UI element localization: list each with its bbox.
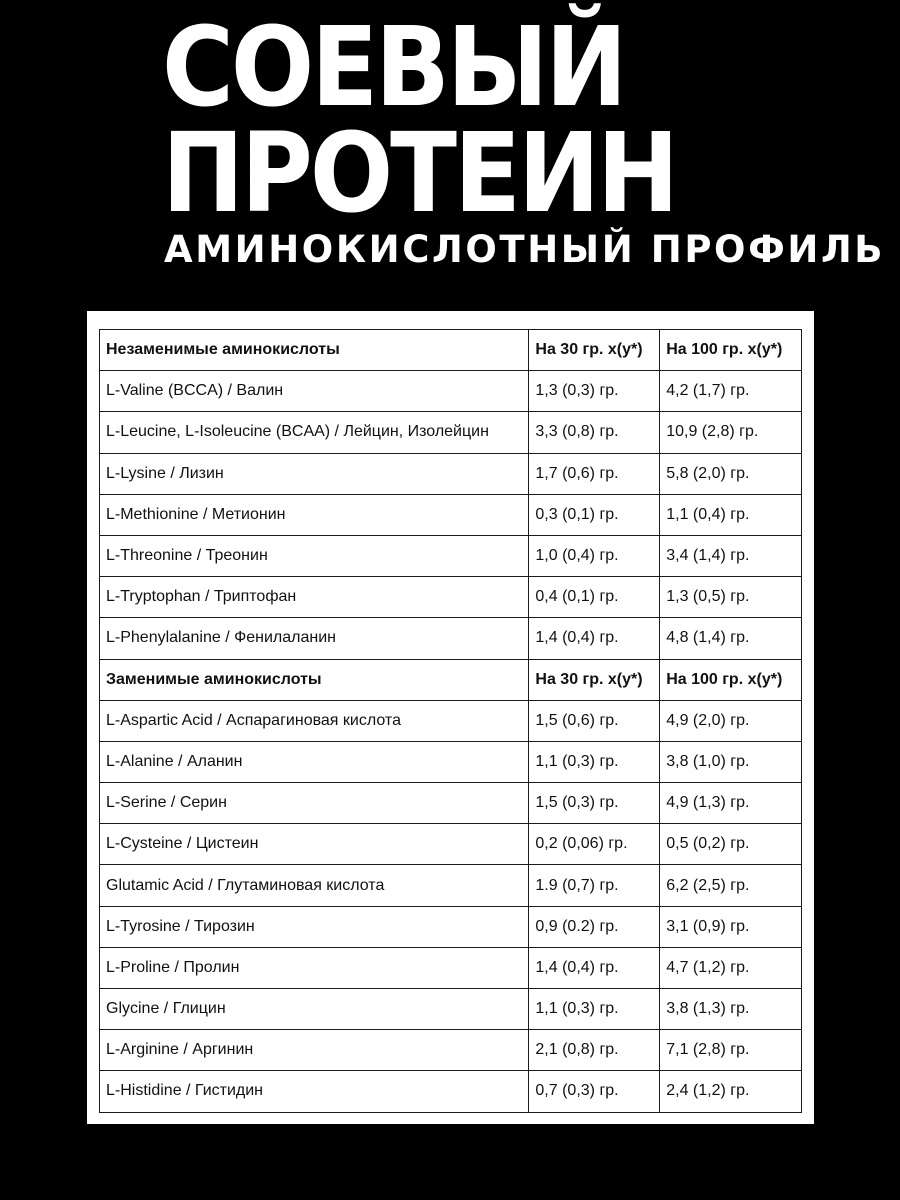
per-100g-cell: 4,9 (1,3) гр. (660, 783, 802, 824)
per-100g-cell: 3,1 (0,9) гр. (660, 906, 802, 947)
column-header-cell: На 30 гр. х(у*) (529, 659, 660, 700)
table-row (100, 371, 802, 412)
amino-acid-table-body (100, 330, 802, 1113)
per-30g-cell: 0,7 (0,3) гр. (529, 1071, 660, 1112)
per-100g-cell: 4,9 (2,0) гр. (660, 700, 802, 741)
per-100g-cell: 7,1 (2,8) гр. (660, 1030, 802, 1071)
per-30g-cell: 1,1 (0,3) гр. (529, 989, 660, 1030)
table-row (100, 947, 802, 988)
amino-acid-name-cell: L-Leucine, L-Isoleucine (BCAA) / Лейцин, Изолейцин (100, 412, 529, 453)
amino-acid-name-cell: L-Threonine / Треонин (100, 535, 529, 576)
table-row (100, 412, 802, 453)
column-header-cell: На 30 гр. х(у*) (529, 330, 660, 371)
table-row (100, 577, 802, 618)
table-row (100, 783, 802, 824)
table-row (100, 741, 802, 782)
per-100g-cell: 4,8 (1,4) гр. (660, 618, 802, 659)
per-30g-cell: 1,0 (0,4) гр. (529, 535, 660, 576)
amino-acid-name-cell: L-Methionine / Метионин (100, 494, 529, 535)
amino-acid-name-cell: L-Tryptophan / Триптофан (100, 577, 529, 618)
per-30g-cell: 1,4 (0,4) гр. (529, 947, 660, 988)
table-row (100, 494, 802, 535)
table-row (100, 906, 802, 947)
amino-acid-name-cell: L-Alanine / Аланин (100, 741, 529, 782)
amino-acid-name-cell: L-Aspartic Acid / Аспарагиновая кислота (100, 700, 529, 741)
section-header-row (100, 330, 802, 371)
per-30g-cell: 1,3 (0,3) гр. (529, 371, 660, 412)
amino-acid-name-cell: L-Tyrosine / Тирозин (100, 906, 529, 947)
per-30g-cell: 2,1 (0,8) гр. (529, 1030, 660, 1071)
per-100g-cell: 4,7 (1,2) гр. (660, 947, 802, 988)
per-100g-cell: 5,8 (2,0) гр. (660, 453, 802, 494)
amino-acid-name-cell: L-Proline / Пролин (100, 947, 529, 988)
table-row (100, 865, 802, 906)
per-30g-cell: 1,1 (0,3) гр. (529, 741, 660, 782)
amino-profile-sheet (87, 311, 814, 1124)
per-100g-cell: 4,2 (1,7) гр. (660, 371, 802, 412)
amino-acid-name-cell: L-Lysine / Лизин (100, 453, 529, 494)
column-header-cell: На 100 гр. х(у*) (660, 659, 802, 700)
per-30g-cell: 0,3 (0,1) гр. (529, 494, 660, 535)
column-header-cell: На 100 гр. х(у*) (660, 330, 802, 371)
table-row (100, 1071, 802, 1112)
title-line-1: СОЕВЫЙ (162, 4, 625, 132)
per-100g-cell: 3,8 (1,3) гр. (660, 989, 802, 1030)
amino-acid-name-cell: L-Histidine / Гистидин (100, 1071, 529, 1112)
per-30g-cell: 0,2 (0,06) гр. (529, 824, 660, 865)
per-30g-cell: 1,5 (0,6) гр. (529, 700, 660, 741)
table-row (100, 1030, 802, 1071)
per-30g-cell: 1,7 (0,6) гр. (529, 453, 660, 494)
per-30g-cell: 0,4 (0,1) гр. (529, 577, 660, 618)
amino-acid-name-cell: Glycine / Глицин (100, 989, 529, 1030)
title-line-2: ПРОТЕИН (162, 110, 676, 238)
amino-acid-name-cell: L-Serine / Серин (100, 783, 529, 824)
per-100g-cell: 1,1 (0,4) гр. (660, 494, 802, 535)
subtitle: АМИНОКИСЛОТНЫЙ ПРОФИЛЬ (164, 228, 886, 271)
per-30g-cell: 1,4 (0,4) гр. (529, 618, 660, 659)
per-100g-cell: 2,4 (1,2) гр. (660, 1071, 802, 1112)
table-row (100, 535, 802, 576)
column-header-cell: Заменимые аминокислоты (100, 659, 529, 700)
amino-acid-name-cell: L-Arginine / Аргинин (100, 1030, 529, 1071)
per-100g-cell: 6,2 (2,5) гр. (660, 865, 802, 906)
column-header-cell: Незаменимые аминокислоты (100, 330, 529, 371)
table-row (100, 453, 802, 494)
per-30g-cell: 1,5 (0,3) гр. (529, 783, 660, 824)
per-30g-cell: 0,9 (0.2) гр. (529, 906, 660, 947)
section-header-row (100, 659, 802, 700)
per-100g-cell: 10,9 (2,8) гр. (660, 412, 802, 453)
table-row (100, 700, 802, 741)
amino-acid-table (99, 329, 802, 1113)
per-100g-cell: 3,4 (1,4) гр. (660, 535, 802, 576)
per-100g-cell: 0,5 (0,2) гр. (660, 824, 802, 865)
per-30g-cell: 3,3 (0,8) гр. (529, 412, 660, 453)
table-row (100, 824, 802, 865)
table-row (100, 618, 802, 659)
amino-acid-name-cell: L-Cysteine / Цистеин (100, 824, 529, 865)
per-100g-cell: 1,3 (0,5) гр. (660, 577, 802, 618)
title-block (162, 4, 802, 238)
per-30g-cell: 1.9 (0,7) гр. (529, 865, 660, 906)
amino-acid-name-cell: L-Phenylalanine / Фенилаланин (100, 618, 529, 659)
table-row (100, 989, 802, 1030)
amino-acid-name-cell: L-Valine (BCCA) / Валин (100, 371, 529, 412)
amino-acid-name-cell: Glutamic Acid / Глутаминовая кислота (100, 865, 529, 906)
per-100g-cell: 3,8 (1,0) гр. (660, 741, 802, 782)
